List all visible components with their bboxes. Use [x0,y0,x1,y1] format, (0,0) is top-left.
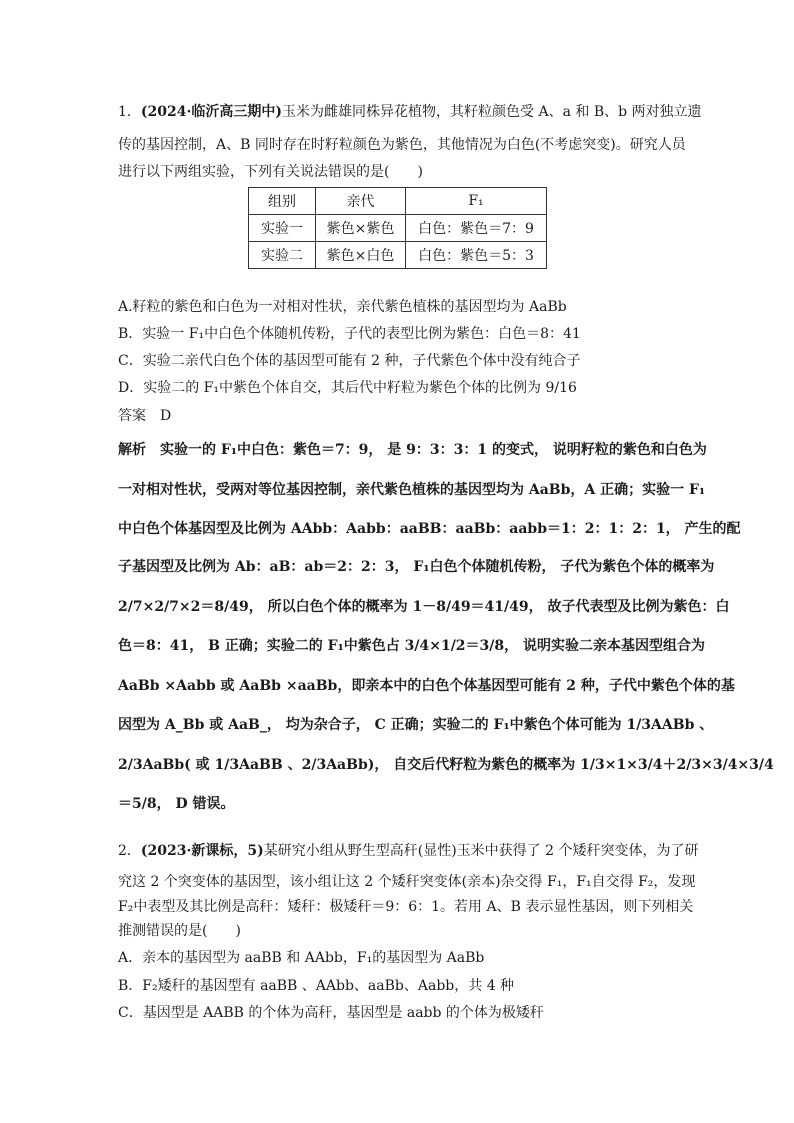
table-cell: 实验二 [249,242,316,269]
q2-stem-line-1 [118,842,698,860]
table-cell: 紫色×紫色 [316,215,406,242]
q1-analysis-line: 2/7×2/7×2＝8/49， 所以白色个体的概率为 1－8/49＝41/49， 故子代表型及比例为紫色：白 [118,599,730,615]
table-cell: 紫色×白色 [316,242,406,269]
q2-option-c: C．基因型是 AABB 的个体为高秆，基因型是 aabb 的个体为极矮秆 [118,1005,544,1021]
q2-stem-text-1: 某研究小组从野生型高秆(显性)玉米中获得了 2 个矮秆突变体，为了研 [263,843,699,859]
q1-number: 1． [118,104,141,120]
q1-answer: 答案 D [118,408,172,424]
q1-analysis-line: 解析 实验一的 F₁中白色：紫色＝7：9， 是 9：3：3：1 的变式， 说明籽粒的紫色和白色为 [118,442,707,458]
q2-stem-line-4: 推测错误的是( ) [118,923,241,939]
q1-source: (2024·临沂高三期中) [140,104,283,120]
q1-analysis-line: 2/3AaBb( 或 1/3AaBB 、2/3AaBb)， 自交后代籽粒为紫色的概率为 1/3×1×3/4＋2/3×3/4×3/4 [118,757,774,773]
q1-analysis-line: 一对相对性状，受两对等位基因控制，亲代紫色植株的基因型均为 AaBb，A 正确；实验一 F₁ [118,482,706,498]
q2-stem-line-2: 究这 2 个突变体的基因型，该小组让这 2 个矮秆突变体(亲本)杂交得 F₁，F₁自交得 F₂，发现 [118,874,696,890]
q1-option-d: D．实验二的 F₁中紫色个体自交，其后代中籽粒为紫色个体的比例为 9/16 [118,380,577,396]
table-header-cell: 亲代 [316,188,406,215]
q2-option-b: B．F₂矮秆的基因型有 aaBB 、AAbb、aaBb、Aabb，共 4 种 [118,978,515,994]
q1-option-a: A.籽粒的紫色和白色为一对相对性状，亲代紫色植株的基因型均为 AaBb [118,299,567,315]
table-cell: 实验一 [249,215,316,242]
q1-analysis-line: 中白色个体基因型及比例为 AAbb：Aabb：aaBB：aaBb：aabb＝1：2：1：2：1， 产生的配 [118,521,741,537]
q1-option-b: B．实验一 F₁中白色个体随机传粉，子代的表型比例为紫色：白色＝8：41 [118,326,581,342]
table-row [249,215,547,242]
q1-analysis-line: 子基因型及比例为 Ab：aB：ab＝2：2：3， F₁白色个体随机传粉， 子代为紫色个体的概率为 [118,559,715,575]
q1-analysis-line: 色＝8：41， B 正确；实验二的 F₁中紫色占 3/4×1/2＝3/8， 说明实验二亲本基因型组合为 [118,638,706,654]
table-header-row [249,188,547,215]
q1-stem-text-1: 玉米为雌雄同株异花植物，其籽粒颜色受 A、a 和 B、b 两对独立遗 [282,104,702,120]
q2-number: 2． [118,843,141,859]
q1-stem-line-3: 进行以下两组实验，下列有关说法错误的是( ) [118,164,423,180]
table-cell: 白色：紫色＝5：3 [406,242,547,269]
table-row [249,242,547,269]
table-header-cell: 组别 [249,188,316,215]
q1-stem-line-1 [118,103,702,121]
table-header-cell: F₁ [406,188,547,215]
q2-stem-line-3: F₂中表型及其比例是高秆：矮秆：极矮秆＝9：6：1。若用 A、B 表示显性基因，则下列相关 [118,899,694,915]
table-cell: 白色：紫色＝7：9 [406,215,547,242]
q1-analysis-line: AaBb ×Aabb 或 AaBb ×aaBb，即亲本中的白色个体基因型可能有 2 种，子代中紫色个体的基 [118,678,735,694]
q1-analysis-line: ＝5/8， D 错误。 [118,796,235,812]
q1-table [248,187,547,269]
q1-option-c: C．实验二亲代白色个体的基因型可能有 2 种，子代紫色个体中没有纯合子 [118,353,581,369]
q2-option-a: A．亲本的基因型为 aaBB 和 AAbb，F₁的基因型为 AaBb [118,950,485,966]
q1-analysis-line: 因型为 A_Bb 或 AaB_， 均为杂合子， C 正确；实验二的 F₁中紫色个体可能为 1/3AABb 、 [118,717,714,733]
q1-stem-line-2: 传的基因控制，A、B 同时存在时籽粒颜色为紫色，其他情况为白色(不考虑突变)。研究人员 [118,137,686,153]
q2-source: (2023·新课标，5) [140,843,264,859]
